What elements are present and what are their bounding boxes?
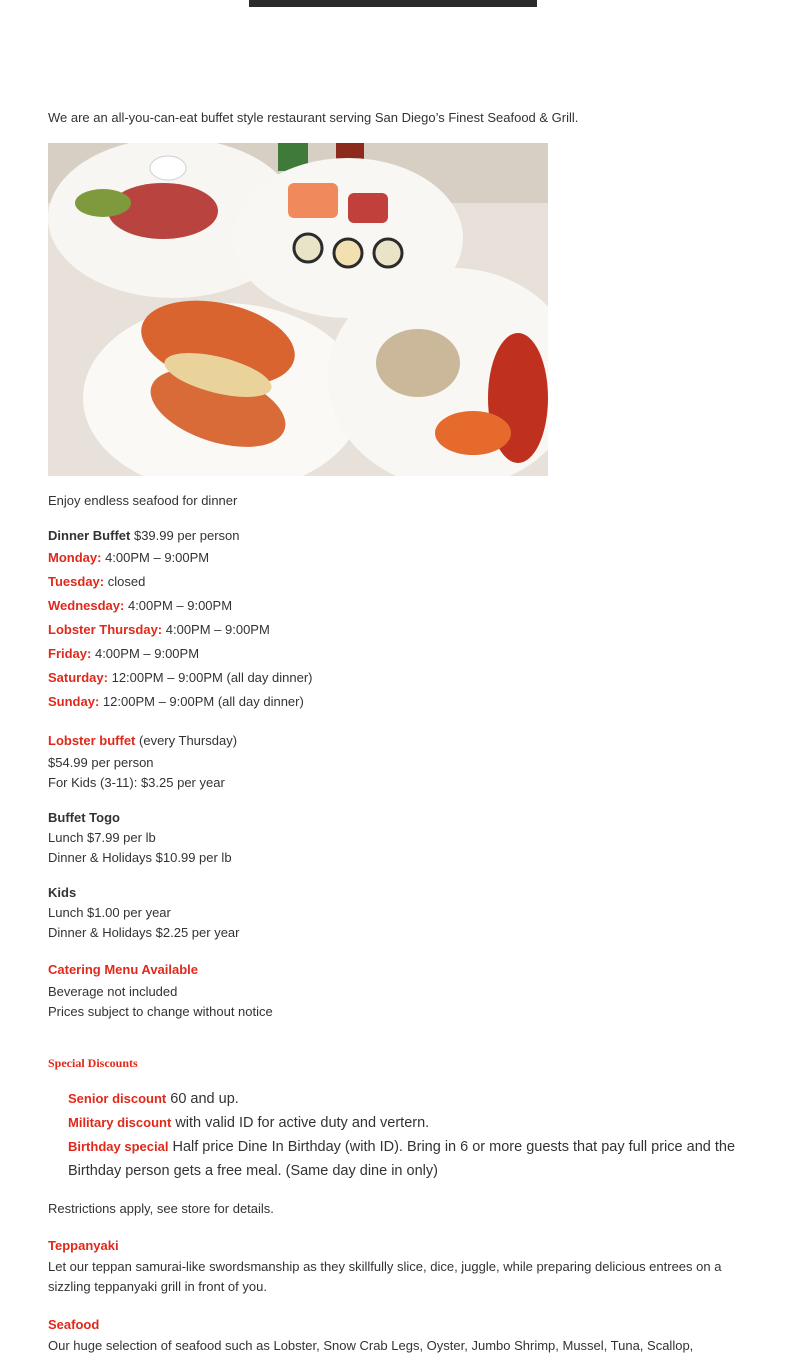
discount-birthday	[68, 1135, 758, 1183]
day-label: Tuesday:	[48, 574, 105, 589]
day-hours: 4:00PM – 9:00PM	[165, 622, 270, 637]
day-hours: 4:00PM – 9:00PM	[105, 550, 210, 565]
seafood-heading: Seafood	[48, 1317, 100, 1332]
buffet-togo-label: Buffet Togo	[48, 810, 120, 825]
lobster-buffet-row	[48, 732, 237, 750]
seafood-text: Our huge selection of seafood such as Lobster, Snow Crab Legs, Oyster, Jumbo Shrimp, Mussel, Tuna, Scallop,	[48, 1338, 694, 1353]
discount-label: Military discount	[68, 1115, 172, 1130]
day-label: Saturday:	[48, 670, 108, 685]
kids-label: Kids	[48, 885, 77, 900]
day-hours: 4:00PM – 9:00PM	[94, 646, 200, 661]
day-label: Wednesday:	[48, 598, 125, 613]
buffet-photo	[48, 143, 548, 476]
hours-row-tuesday	[48, 573, 145, 591]
dinner-buffet-row	[48, 527, 240, 545]
hours-row-monday	[48, 549, 209, 567]
photo-caption: Enjoy endless seafood for dinner	[48, 493, 238, 508]
day-label: Monday:	[48, 550, 102, 565]
day-label: Friday:	[48, 646, 92, 661]
hours-row-thursday	[48, 621, 270, 639]
day-label: Sunday:	[48, 694, 100, 709]
discount-military	[68, 1111, 758, 1135]
top-nav-bar	[249, 0, 537, 7]
lobster-buffet-price: $54.99 per person	[48, 755, 154, 770]
teppanyaki-text: Let our teppan samurai-like swordsmanship as they skillfully slice, dice, juggle, while preparing delicious entrees on a sizzling teppanyaki grill in front of you.	[48, 1259, 722, 1294]
hours-row-friday	[48, 645, 199, 663]
discount-text: Half price Dine In Birthday (with ID). Bring in 6 or more guests that pay full price and the Birthday person gets a free meal. (Same day dine in only)	[68, 1139, 736, 1179]
discount-label: Birthday special	[68, 1139, 169, 1154]
hours-row-sunday	[48, 693, 304, 711]
lobster-buffet-note: (every Thursday)	[139, 733, 238, 748]
beverage-note: Beverage not included	[48, 984, 178, 999]
day-hours: 12:00PM – 9:00PM (all day dinner)	[111, 670, 313, 685]
kids-dinner-price: Dinner & Holidays $2.25 per year	[48, 925, 240, 940]
togo-lunch-price: Lunch $7.99 per lb	[48, 830, 156, 845]
discount-text: with valid ID for active duty and vertern.	[175, 1115, 430, 1131]
lobster-buffet-label: Lobster buffet	[48, 733, 136, 748]
dinner-buffet-price: $39.99 per person	[133, 528, 240, 543]
special-discounts-heading: Special Discounts	[48, 1056, 138, 1070]
teppanyaki-heading: Teppanyaki	[48, 1238, 119, 1253]
day-hours: closed	[107, 574, 146, 589]
lobster-kids-price: For Kids (3-11): $3.25 per year	[48, 775, 225, 790]
dinner-buffet-label: Dinner Buffet	[48, 528, 131, 543]
price-change-note: Prices subject to change without notice	[48, 1004, 273, 1019]
intro-text: We are an all-you-can-eat buffet style restaurant serving San Diego’s Finest Seafood & Grill.	[48, 110, 579, 125]
day-hours: 4:00PM – 9:00PM	[127, 598, 233, 613]
togo-dinner-price: Dinner & Holidays $10.99 per lb	[48, 850, 232, 865]
restrictions-note: Restrictions apply, see store for details.	[48, 1201, 274, 1216]
catering-menu-link: Catering Menu Available	[48, 962, 199, 977]
day-label: Lobster Thursday:	[48, 622, 163, 637]
discount-text: 60 and up.	[170, 1091, 239, 1107]
hours-row-wednesday	[48, 597, 232, 615]
kids-lunch-price: Lunch $1.00 per year	[48, 905, 171, 920]
discount-senior	[68, 1087, 758, 1111]
discount-label: Senior discount	[68, 1091, 167, 1106]
hours-row-saturday	[48, 669, 312, 687]
day-hours: 12:00PM – 9:00PM (all day dinner)	[102, 694, 304, 709]
